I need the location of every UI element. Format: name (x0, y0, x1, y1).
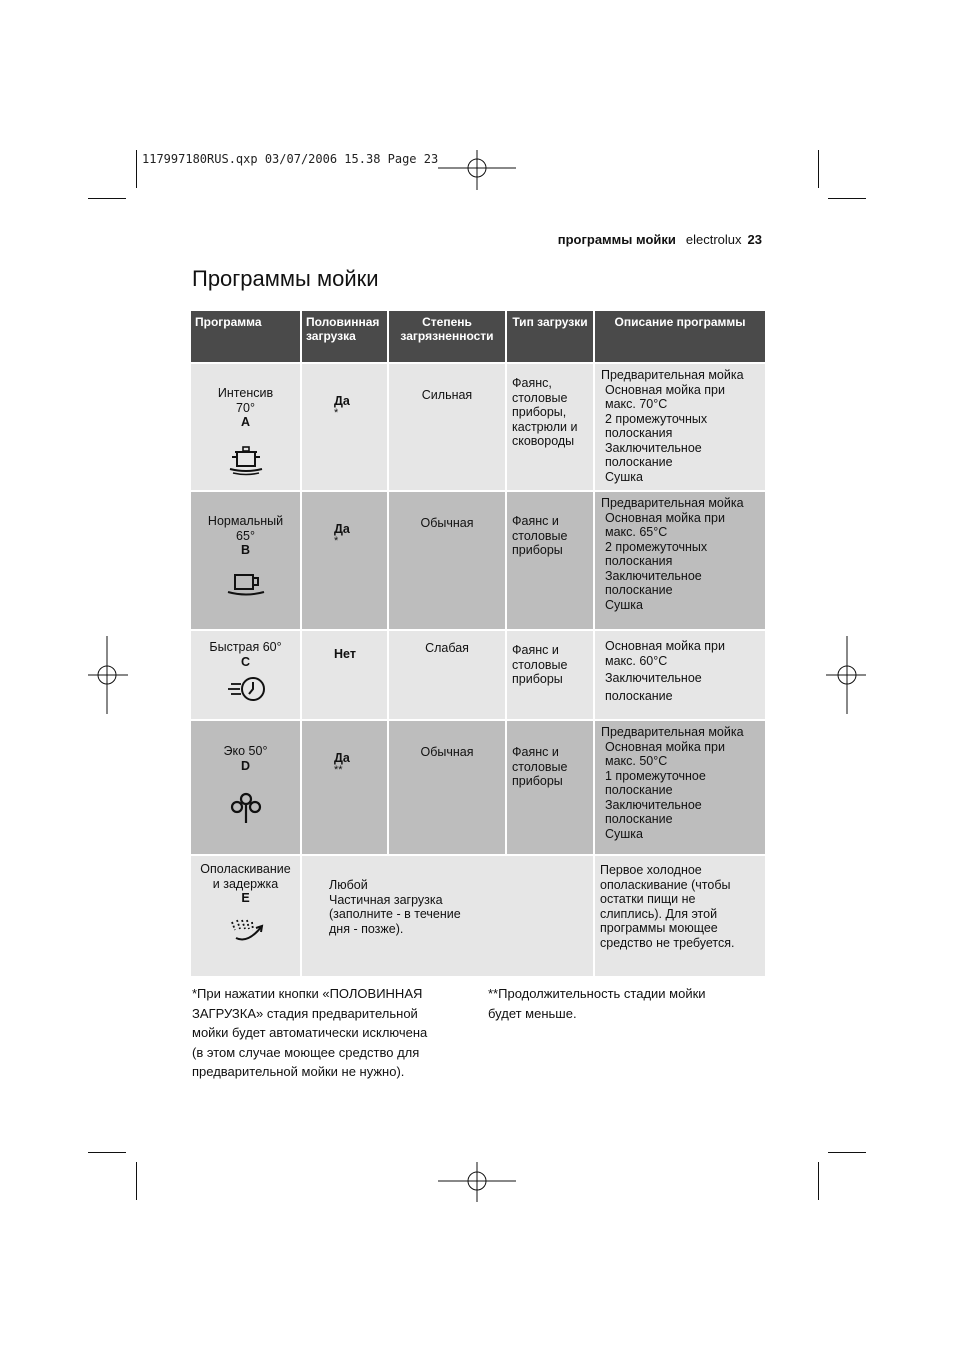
half-load-cell (302, 721, 387, 854)
program-name: Интенсив (217, 386, 274, 400)
half-load-value: Да (334, 394, 350, 408)
description-line: Основная мойка при (605, 639, 725, 653)
half-load-value: Да (334, 522, 350, 536)
description-line: 1 промежуточное (605, 768, 706, 783)
header-half-load: Половинная загрузка (302, 311, 387, 362)
footnote-line: мойки будет автоматически исключена (192, 1025, 428, 1040)
description-line: полоскания (605, 426, 673, 440)
cup-icon (226, 572, 266, 598)
program-name: Эко 50° (223, 744, 268, 758)
soil-value: Обычная (389, 721, 505, 854)
crop-mark (818, 150, 819, 188)
footnote-line: будет меньше. (488, 1005, 577, 1021)
program-cell (191, 721, 300, 854)
crop-mark (818, 1162, 819, 1200)
description-line: Сушка (605, 597, 644, 612)
program-cell (191, 631, 300, 719)
soil-value: Обычная (389, 492, 505, 629)
program-name: Быстрая 60° (209, 640, 282, 654)
program-letter: D (240, 758, 251, 773)
footnote-line: ЗАГРУЗКА» стадия предварительной (192, 1005, 418, 1021)
footnote-line: *При нажатии кнопки «ПОЛОВИННАЯ (192, 986, 423, 1001)
description-line: Первое холодное (600, 863, 702, 877)
running-brand: electrolux (685, 232, 742, 247)
description-line: остатки пищи не (600, 892, 696, 906)
print-slug: 117997180RUS.qxp 03/07/2006 15.38 Page 23 (142, 152, 439, 166)
description-line: полоскания (605, 554, 673, 568)
description-cell (595, 631, 765, 719)
header-soil: Степень загрязненности (389, 311, 505, 362)
program-letter: E (241, 891, 250, 905)
description-line: Предварительная мойка (601, 725, 744, 739)
program-cell (191, 856, 300, 976)
combined-line: Частичная загрузка (329, 892, 443, 907)
footnote-line: (в этом случае моющее средство для (192, 1044, 420, 1060)
description-line: Основная мойка при (605, 739, 725, 754)
description-line: Предварительная мойка (601, 368, 744, 382)
description-line: макс. 60°C (605, 653, 668, 668)
description-line: полоскание (605, 455, 673, 469)
half-load-cell (302, 364, 387, 490)
header-description: Описание программы (595, 311, 765, 362)
footnote-line: предварительной мойки не нужно). (192, 1064, 405, 1079)
program-name-2: и задержка (212, 876, 279, 891)
crop-mark (88, 1152, 126, 1153)
description-cell (595, 721, 765, 854)
footnote-right (488, 984, 706, 1023)
crop-mark (88, 198, 126, 199)
load-type-value: Фаянс и столовые приборы (507, 721, 593, 854)
quick-clock-icon (225, 675, 267, 703)
description-line: программы моющее (600, 921, 718, 935)
header-program: Программа (191, 311, 300, 362)
half-load-value: Да (334, 751, 350, 765)
description-line: полоскание (605, 783, 673, 797)
description-line: Основная мойка при (605, 510, 725, 525)
description-line: полоскание (605, 812, 673, 826)
running-header (558, 232, 762, 247)
page-number: 23 (747, 232, 762, 247)
half-load-cell (302, 631, 387, 719)
half-load-value: Нет (334, 647, 356, 661)
description-line: Заключительное (605, 440, 702, 455)
page-title: Программы мойки (192, 266, 379, 291)
footnote-line: **Продолжительность стадии мойки (488, 986, 706, 1001)
description-line: макс. 65°C (605, 525, 668, 539)
program-letter: C (240, 654, 251, 669)
description-line: Сушка (605, 826, 644, 841)
program-letter: A (240, 415, 251, 429)
header-load-type: Тип загрузки (507, 311, 593, 362)
running-section: программы мойки (557, 232, 676, 247)
description-line: макс. 70°C (605, 397, 668, 411)
description-cell (595, 492, 765, 629)
combined-line: (заполните - в течение (329, 907, 461, 921)
registration-mark-icon (438, 150, 516, 190)
footnote-mark: * (334, 534, 339, 547)
eco-flower-icon (229, 791, 263, 825)
program-temp: 65° (236, 528, 255, 543)
footnote-mark: * (334, 406, 339, 419)
description-line: Основная мойка при (605, 382, 725, 397)
soil-value: Сильная (389, 364, 505, 490)
description-line: Заключительное (605, 797, 702, 812)
registration-mark-icon (826, 636, 866, 714)
table-row (191, 364, 765, 490)
crop-mark (136, 1162, 137, 1200)
description-line: полоскание (605, 583, 673, 597)
crop-mark (136, 150, 137, 188)
table-row (191, 721, 765, 854)
table-row (191, 492, 765, 629)
description-cell (595, 856, 765, 976)
rinse-shower-icon (226, 918, 266, 946)
description-line: средство не требуется. (600, 935, 735, 950)
description-line: слиплись). Для этой (600, 906, 718, 921)
table-row (191, 631, 765, 719)
load-type-value: Фаянс и столовые приборы (507, 631, 593, 719)
combined-line: дня - позже). (329, 921, 404, 936)
registration-mark-icon (88, 636, 128, 714)
load-type-value: Фаянс, столовые приборы, кастрюли и сковороды (507, 364, 593, 490)
table-header-row (191, 311, 765, 362)
crop-mark (828, 1152, 866, 1153)
description-cell (595, 364, 765, 490)
program-cell (191, 364, 300, 490)
registration-mark-icon (438, 1162, 516, 1202)
combined-cell (302, 856, 593, 976)
description-line: Заключительное (605, 568, 702, 583)
description-line: 2 промежуточных (605, 411, 708, 426)
program-name: Ополаскивание (200, 862, 291, 876)
footnote-mark: ** (334, 763, 343, 776)
program-letter: B (240, 543, 251, 557)
programs-table (189, 309, 767, 978)
table-row (191, 856, 765, 976)
description-line: макс. 50°C (605, 754, 668, 768)
soil-value: Слабая (389, 631, 505, 719)
footnote-left (192, 984, 427, 1082)
description-line: Сушка (605, 469, 644, 484)
description-line: полоскание (605, 688, 673, 703)
description-line: ополаскивание (чтобы (600, 877, 731, 892)
half-load-cell (302, 492, 387, 629)
load-type-value: Фаянс и столовые приборы (507, 492, 593, 629)
crop-mark (828, 198, 866, 199)
description-line: 2 промежуточных (605, 539, 708, 554)
pot-icon (228, 444, 264, 476)
program-cell (191, 492, 300, 629)
combined-line: Любой (329, 878, 368, 892)
description-line: Предварительная мойка (601, 496, 744, 510)
program-name: Нормальный (207, 514, 284, 528)
program-temp: 70° (236, 400, 255, 415)
description-line: Заключительное (605, 671, 702, 685)
